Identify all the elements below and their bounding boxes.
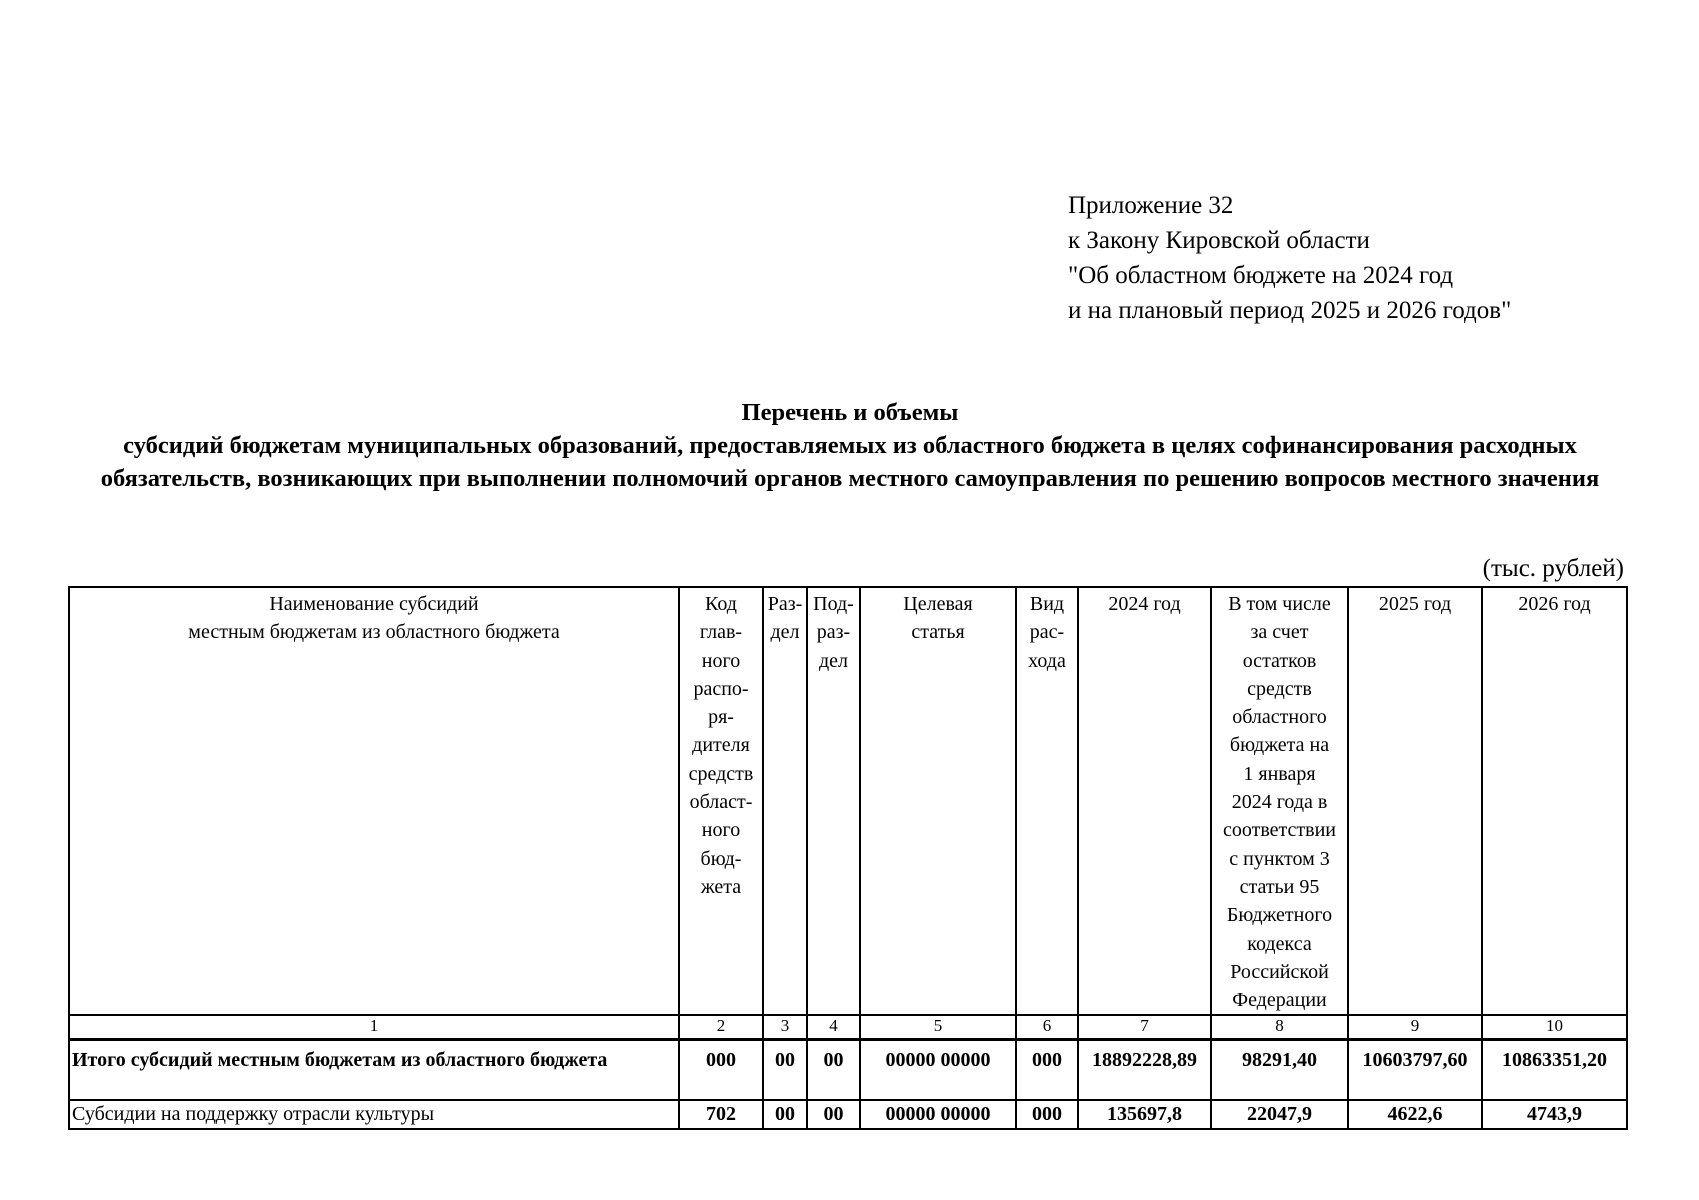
column-number: 3 xyxy=(763,1015,807,1040)
header-text: соответствии xyxy=(1222,819,1336,842)
header-text: 2025 год xyxy=(1378,593,1452,615)
header-text: местным бюджетам из областного бюджета xyxy=(188,621,560,644)
row-y2024: 135697,8 xyxy=(1078,1100,1211,1129)
table-header-row xyxy=(69,587,1627,1015)
row-target: 00000 00000 xyxy=(860,1100,1016,1129)
header-text: дел xyxy=(770,621,800,644)
header-text: средств xyxy=(688,762,754,785)
subsidies-table xyxy=(68,586,1628,1130)
column-number: 9 xyxy=(1348,1015,1482,1040)
units-label: (тыс. рублей) xyxy=(1482,555,1624,582)
table-row-total xyxy=(69,1040,1627,1101)
column-number: 4 xyxy=(807,1015,860,1040)
row-code: 702 xyxy=(679,1100,763,1129)
header-text: дел xyxy=(818,649,849,672)
header-section xyxy=(763,587,807,1015)
header-code xyxy=(679,587,763,1015)
header-text: раз- xyxy=(816,621,851,644)
header-text: Целевая xyxy=(903,593,973,615)
column-numbers-row xyxy=(69,1015,1627,1040)
column-number: 1 xyxy=(69,1015,679,1040)
header-text: жета xyxy=(700,875,742,898)
annex-line: Приложение 32 xyxy=(1068,192,1234,219)
header-name xyxy=(69,587,679,1015)
header-text: статья xyxy=(911,621,965,644)
header-text: Вид xyxy=(1029,593,1065,615)
header-text: Наименование субсидий xyxy=(269,593,479,615)
column-number: 8 xyxy=(1211,1015,1348,1040)
header-text: статьи 95 xyxy=(1239,875,1320,898)
header-text: областного xyxy=(1232,706,1327,729)
header-text: област- xyxy=(689,791,753,814)
row-section: 00 xyxy=(763,1100,807,1129)
header-including xyxy=(1211,587,1348,1015)
header-text: бюджета на xyxy=(1229,734,1330,757)
annex-block xyxy=(1068,188,1511,328)
column-number: 6 xyxy=(1016,1015,1078,1040)
column-number: 5 xyxy=(860,1015,1016,1040)
header-text: распо- xyxy=(693,677,749,700)
row-subsection: 00 xyxy=(807,1100,860,1129)
header-text: 2024 год xyxy=(1108,593,1181,615)
row-type: 000 xyxy=(1016,1100,1078,1129)
header-text: 1 января xyxy=(1243,762,1316,785)
header-text: ного xyxy=(701,649,741,672)
row-y2025: 10603797,60 xyxy=(1348,1040,1482,1101)
annex-line: к Закону Кировской области xyxy=(1068,227,1370,254)
heading-subtitle: субсидий бюджетам муниципальных образований, предоставляемых из областного бюджета в целях софинансирования расходных обязательств, возникающих при выполнении полномочий органов местного самоуправления по решению вопросов местного значения xyxy=(100,432,1600,492)
row-type: 000 xyxy=(1016,1040,1078,1101)
header-text: ря- xyxy=(708,706,734,729)
header-text: Под- xyxy=(813,593,854,615)
header-text: дителя xyxy=(692,734,750,757)
row-name: Итого субсидий местным бюджетам из областного бюджета xyxy=(69,1040,679,1101)
header-text: глав- xyxy=(699,621,743,644)
row-section: 00 xyxy=(763,1040,807,1101)
header-year-2024 xyxy=(1078,587,1211,1015)
header-text: 2024 года в xyxy=(1231,791,1328,814)
header-text: Бюджетного xyxy=(1226,904,1333,927)
header-expense-type xyxy=(1016,587,1078,1015)
header-text: бюд- xyxy=(700,847,742,870)
header-text: рас- xyxy=(1029,621,1065,644)
header-text: остатков xyxy=(1242,649,1317,672)
row-including: 98291,40 xyxy=(1211,1040,1348,1101)
document-heading xyxy=(60,396,1640,495)
header-text: за счет xyxy=(1250,621,1309,644)
header-text: средств xyxy=(1247,677,1312,700)
header-text: Федерации xyxy=(1232,989,1327,1012)
table-row xyxy=(69,1100,1627,1129)
annex-line: "Об областном бюджете на 2024 год xyxy=(1068,262,1454,289)
column-number: 7 xyxy=(1078,1015,1211,1040)
header-text: Раз- xyxy=(767,593,803,615)
row-y2026: 10863351,20 xyxy=(1482,1040,1627,1101)
header-text: Российской xyxy=(1230,960,1329,983)
header-subsection xyxy=(807,587,860,1015)
annex-line: и на плановый период 2025 и 2026 годов" xyxy=(1068,297,1512,324)
header-text: 2026 год xyxy=(1518,593,1591,615)
row-y2024: 18892228,89 xyxy=(1078,1040,1211,1101)
header-text: кодекса xyxy=(1247,932,1312,955)
column-number: 10 xyxy=(1482,1015,1627,1040)
row-y2026: 4743,9 xyxy=(1482,1100,1627,1129)
row-y2025: 4622,6 xyxy=(1348,1100,1482,1129)
header-target-article xyxy=(860,587,1016,1015)
header-year-2026 xyxy=(1482,587,1627,1015)
row-target: 00000 00000 xyxy=(860,1040,1016,1101)
row-name: Субсидии на поддержку отрасли культуры xyxy=(69,1100,679,1129)
header-text: с пунктом 3 xyxy=(1229,847,1330,870)
header-text: В том числе xyxy=(1228,593,1331,615)
column-number: 2 xyxy=(679,1015,763,1040)
header-text: хода xyxy=(1028,649,1066,672)
header-text: Код xyxy=(705,593,737,615)
header-text: ного xyxy=(701,819,741,842)
heading-title: Перечень и объемы xyxy=(741,399,959,426)
row-code: 000 xyxy=(679,1040,763,1101)
header-year-2025 xyxy=(1348,587,1482,1015)
row-subsection: 00 xyxy=(807,1040,860,1101)
row-including: 22047,9 xyxy=(1211,1100,1348,1129)
